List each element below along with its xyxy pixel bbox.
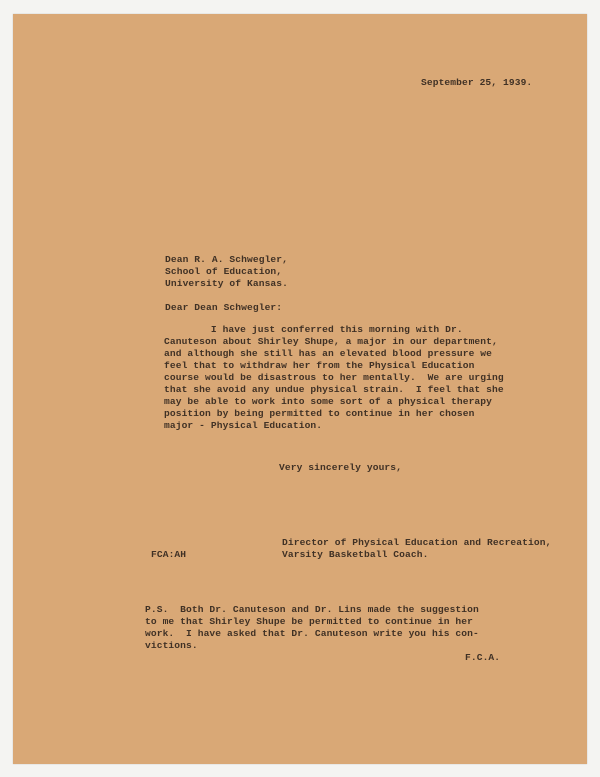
body-line: may be able to work into some sort of a physical therapy	[164, 396, 493, 407]
body-line: course would be disastrous to her mentally. We are urging	[164, 372, 504, 383]
body-line: feel that to withdraw her from the Physical Education	[164, 360, 475, 371]
recipient-school: School of Education,	[165, 266, 283, 277]
body-line: Canuteson about Shirley Shupe, a major in our department,	[164, 336, 498, 347]
body-line: and although she still has an elevated blood pressure we	[164, 348, 493, 359]
body-line: I have just conferred this morning with Dr.	[164, 324, 463, 335]
salutation: Dear Dean Schwegler:	[165, 302, 283, 313]
postscript-initials: F.C.A.	[465, 652, 501, 663]
closing: Very sincerely yours,	[279, 462, 403, 473]
body-line: that she avoid any undue physical strain. I feel that she	[164, 384, 504, 395]
recipient-name: Dean R. A. Schwegler,	[165, 254, 289, 265]
recipient-university: University of Kansas.	[165, 278, 289, 289]
signature-title-line-1: Director of Physical Education and Recreation,	[282, 537, 552, 548]
postscript-line: to me that Shirley Shupe be permitted to continue in her	[145, 616, 474, 627]
body-line: major - Physical Education.	[164, 420, 323, 431]
letter-date: September 25, 1939.	[421, 77, 533, 88]
postscript-line: P.S. Both Dr. Canuteson and Dr. Lins made the suggestion	[145, 604, 479, 615]
signature-title-line-2: Varsity Basketball Coach.	[282, 549, 429, 560]
postscript-line: victions.	[145, 640, 198, 651]
postscript-line: work. I have asked that Dr. Canuteson write you his con-	[145, 628, 479, 639]
reference-initials: FCA:AH	[151, 549, 187, 560]
body-line: position by being permitted to continue in her chosen	[164, 408, 475, 419]
letter-page	[13, 14, 587, 764]
